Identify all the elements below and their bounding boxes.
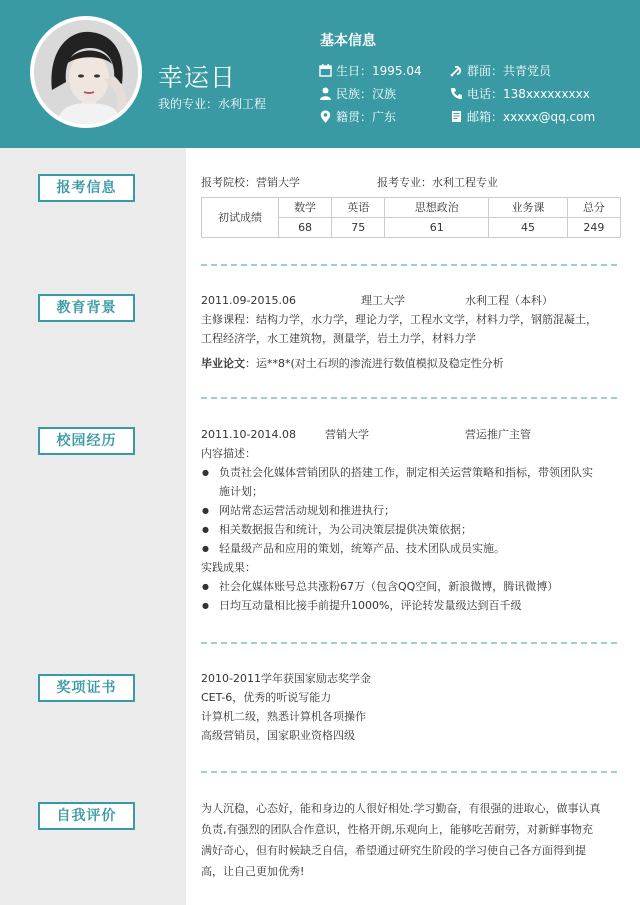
exam-section <box>201 173 621 238</box>
exam-major: 报考专业：水利工程专业 <box>377 176 498 189</box>
birth-info <box>319 62 422 79</box>
ethnicity-text: 民族：汉族 <box>336 87 397 101</box>
hometown-info <box>319 108 396 125</box>
campus-org: 营销大学 <box>325 428 369 441</box>
subject-cell: 英语 <box>332 198 385 218</box>
edu-courses-line2: 工程经济学，水工建筑物，测量学，岩土力学，材料力学 <box>201 332 476 345</box>
campus-content-title: 内容描述： <box>201 447 256 460</box>
location-icon <box>319 110 332 123</box>
edu-thesis <box>201 354 621 373</box>
award-item: 计算机二级，熟悉计算机各项操作 <box>201 710 366 723</box>
score-cell: 249 <box>567 218 620 238</box>
subject-cell: 业务课 <box>489 198 568 218</box>
table-row <box>202 198 621 218</box>
self-line: 为人沉稳，心态好，能和身边的人很好相处.学习勤奋，有很强的进取心，做事认真 <box>201 802 601 815</box>
score-row-label: 初试成绩 <box>202 198 279 238</box>
list-item: ● 相关数据报告和统计，为公司决策层提供决策依据； <box>201 520 621 539</box>
section-label-self: 自我评价 <box>38 802 135 830</box>
phone-icon <box>450 87 463 100</box>
email-icon <box>450 110 463 123</box>
thesis-label: 毕业论文 <box>201 357 245 370</box>
score-cell: 68 <box>279 218 332 238</box>
avatar-photo <box>34 20 138 124</box>
list-item: ● 负责社会化媒体营销团队的搭建工作，制定相关运营策略和指标，带领团队实 施计划； <box>201 463 621 501</box>
campus-section <box>201 425 621 615</box>
self-line: 高，让自己更加优秀! <box>201 865 305 878</box>
major-line: 我的专业：水利工程 <box>158 97 267 111</box>
section-divider <box>201 642 617 644</box>
score-table <box>201 197 621 238</box>
education-section <box>201 291 621 373</box>
list-item: ● 日均互动量相比接手前提升1000%，评论转发量级达到百千级 <box>201 596 621 615</box>
political-info <box>450 62 551 79</box>
hometown-text: 籍贯：广东 <box>336 110 397 124</box>
award-item: 2010-2011学年获国家励志奖学金 <box>201 672 371 685</box>
candidate-name: 幸运日 <box>158 63 237 92</box>
avatar <box>30 16 142 128</box>
political-text: 群面：共青党员 <box>467 64 552 78</box>
thesis-text: ：运**8*(对土石坝的渗流进行数值模拟及稳定性分析 <box>245 357 504 370</box>
subject-cell: 数学 <box>279 198 332 218</box>
person-icon <box>319 87 332 100</box>
score-cell: 75 <box>332 218 385 238</box>
email-text: 邮箱：xxxxx@qq.com <box>467 110 596 124</box>
edu-degree: 水利工程（本科） <box>465 294 553 307</box>
subject-cell: 思想政治 <box>385 198 489 218</box>
section-label-education: 教育背景 <box>38 294 135 322</box>
self-line: 负责,有强烈的团队合作意识，性格开朗,乐观向上，能够吃苦耐劳，对新鲜事物充 <box>201 823 593 836</box>
birth-text: 生日：1995.04 <box>336 64 422 78</box>
award-item: CET-6，优秀的听说写能力 <box>201 691 332 704</box>
campus-period: 2011.10-2014.08 <box>201 428 296 441</box>
self-section <box>201 798 621 882</box>
list-item: ● 轻量级产品和应用的策划，统筹产品、技术团队成员实施。 <box>201 539 621 558</box>
campus-results-title: 实践成果： <box>201 561 256 574</box>
party-icon <box>450 64 463 77</box>
section-divider <box>201 771 617 773</box>
left-sidebar <box>0 148 186 905</box>
section-label-campus: 校园经历 <box>38 427 135 455</box>
campus-results-list <box>201 577 621 615</box>
campus-role: 营运推广主管 <box>465 428 531 441</box>
score-cell: 61 <box>385 218 489 238</box>
phone-info <box>450 85 590 102</box>
score-cell: 45 <box>489 218 568 238</box>
edu-courses-line1: 主修课程：结构力学，水力学，理论力学，工程水文学，材料力学，钢筋混凝土， <box>201 313 597 326</box>
ethnicity-info <box>319 85 396 102</box>
subject-cell: 总分 <box>567 198 620 218</box>
section-divider <box>201 264 617 266</box>
award-item: 高级营销员，国家职业资格四级 <box>201 729 355 742</box>
exam-school: 报考院校：营销大学 <box>201 176 300 189</box>
calendar-icon <box>319 64 332 77</box>
list-item: ● 网站常态运营活动规划和推进执行； <box>201 501 621 520</box>
section-divider <box>201 397 617 399</box>
edu-period: 2011.09-2015.06 <box>201 294 296 307</box>
awards-section <box>201 669 621 745</box>
email-info <box>450 108 595 125</box>
list-item: ● 社会化媒体账号总共涨粉67万（包含QQ空间，新浪微博，腾讯微博） <box>201 577 621 596</box>
self-line: 满好奇心，但有时候缺乏自信，希望通过研究生阶段的学习使自己各方面得到提 <box>201 844 586 857</box>
edu-school: 理工大学 <box>361 294 405 307</box>
phone-text: 电话：138xxxxxxxxx <box>467 87 590 101</box>
section-label-exam: 报考信息 <box>38 174 135 202</box>
basic-info-title: 基本信息 <box>320 33 376 49</box>
section-label-awards: 奖项证书 <box>38 674 135 702</box>
header-banner <box>0 0 640 148</box>
campus-duty-list <box>201 463 621 558</box>
